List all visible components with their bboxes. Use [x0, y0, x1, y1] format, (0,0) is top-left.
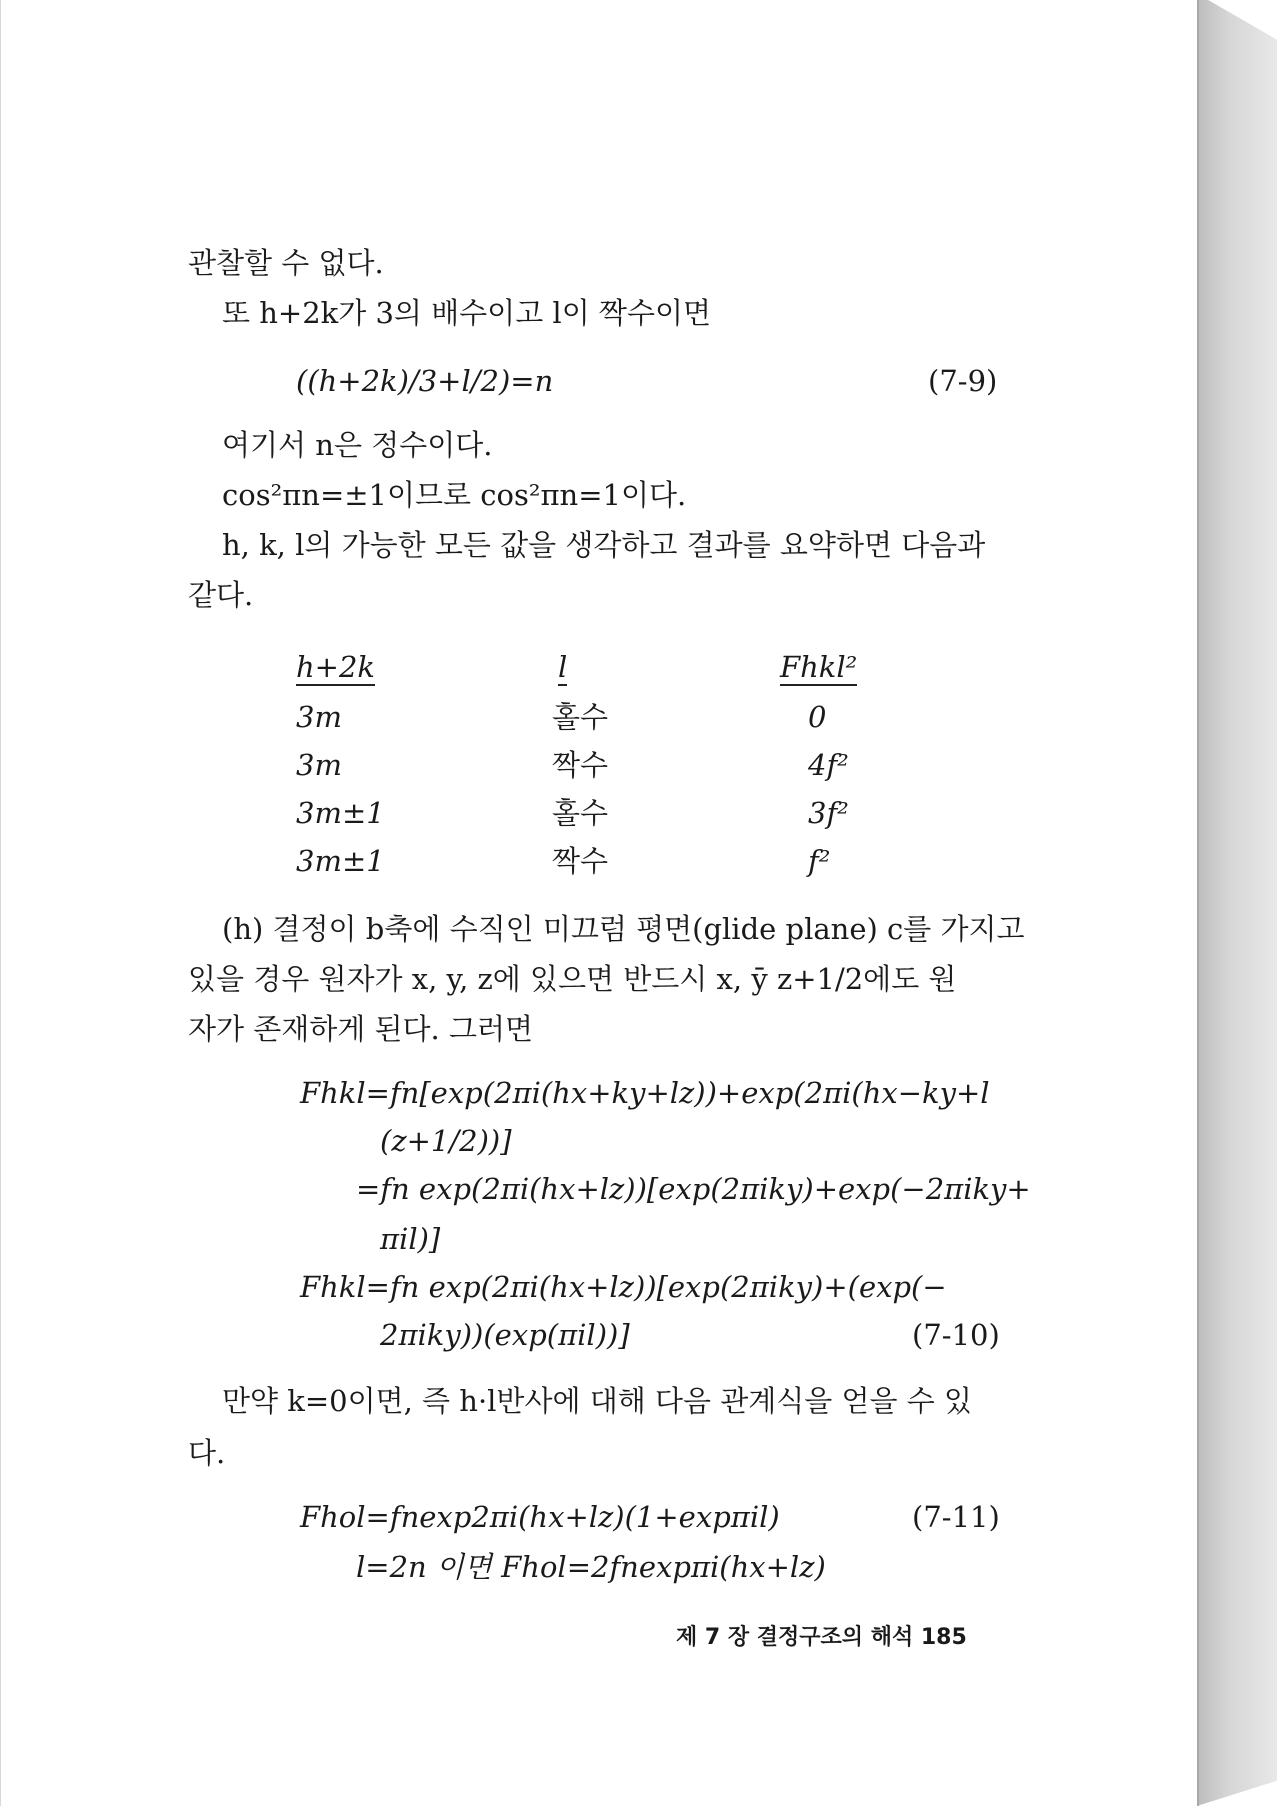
equation-a-line-2: (z+1/2))] [380, 1124, 512, 1158]
table-cell: f² [808, 844, 831, 878]
table-header-h2k: h+2k [296, 650, 375, 684]
text-line-3: 여기서 n은 정수이다. [222, 428, 493, 462]
para-h-line-1: (h) 결정이 b축에 수직인 미끄럼 평면(glide plane) c를 가지고 [222, 912, 1025, 946]
para-h-line-3: 자가 존재하게 된다. 그러면 [188, 1012, 534, 1046]
page-stack-edge [1197, 0, 1277, 1806]
text-line-4: cos²πn=±1이므로 cos²πn=1이다. [222, 478, 687, 512]
equation-b-line-2: 2πiky))(exp(πil))] [380, 1318, 630, 1352]
table-header-l: l [558, 650, 568, 684]
equation-number-7-11: (7-11) [912, 1500, 1000, 1534]
equation-a-line-3: =fn exp(2πi(hx+lz))[exp(2πiky)+exp(−2πiky+ [356, 1172, 1031, 1206]
equation-number-7-9: (7-9) [928, 364, 998, 398]
para-k-line-2: 다. [188, 1436, 226, 1470]
text-line-1: 관찰할 수 없다. [188, 246, 384, 280]
page-edge-line [1197, 0, 1199, 1806]
table-cell: 4f² [808, 748, 849, 782]
table-cell: 3m±1 [296, 844, 385, 878]
equation-number-7-10: (7-10) [912, 1318, 1000, 1352]
equation-a-line-4: πil)] [380, 1222, 441, 1256]
table-cell: 0 [808, 700, 827, 734]
table-cell: 3f² [808, 796, 849, 830]
table-cell: 3m [296, 700, 342, 734]
equation-7-9: ((h+2k)/3+l/2)=n [296, 364, 554, 398]
text-line-5: h, k, l의 가능한 모든 값을 생각하고 결과를 요약하면 다음과 [222, 528, 986, 562]
table-cell: 짝수 [552, 748, 609, 782]
table-cell: 홀수 [552, 796, 609, 830]
equation-a-line-1: Fhkl=fn[exp(2πi(hx+ky+lz))+exp(2πi(hx−ky+l [300, 1076, 990, 1110]
para-h-line-2: 있을 경우 원자가 x, y, z에 있으면 반드시 x, ȳ z+1/2에도 원 [188, 962, 957, 996]
page-footer: 제 7 장 결정구조의 해석 185 [676, 1625, 967, 1650]
table-header-fhkl: Fhkl² [780, 650, 858, 684]
text-line-6: 같다. [188, 578, 254, 612]
text-line-2: 또 h+2k가 3의 배수이고 l이 짝수이면 [222, 296, 711, 330]
table-cell: 홀수 [552, 700, 609, 734]
equation-7-11: Fhol=fnexp2πi(hx+lz)(1+expπil) [300, 1500, 780, 1534]
equation-7-11-condition: l=2n 이면 Fhol=2fnexpπi(hx+lz) [356, 1550, 826, 1584]
table-cell: 짝수 [552, 844, 609, 878]
table-cell: 3m [296, 748, 342, 782]
equation-b-line-1: Fhkl=fn exp(2πi(hx+lz))[exp(2πiky)+(exp(− [300, 1270, 947, 1304]
para-k-line-1: 만약 k=0이면, 즉 h·l반사에 대해 다음 관계식을 얻을 수 있 [222, 1384, 972, 1418]
table-cell: 3m±1 [296, 796, 385, 830]
